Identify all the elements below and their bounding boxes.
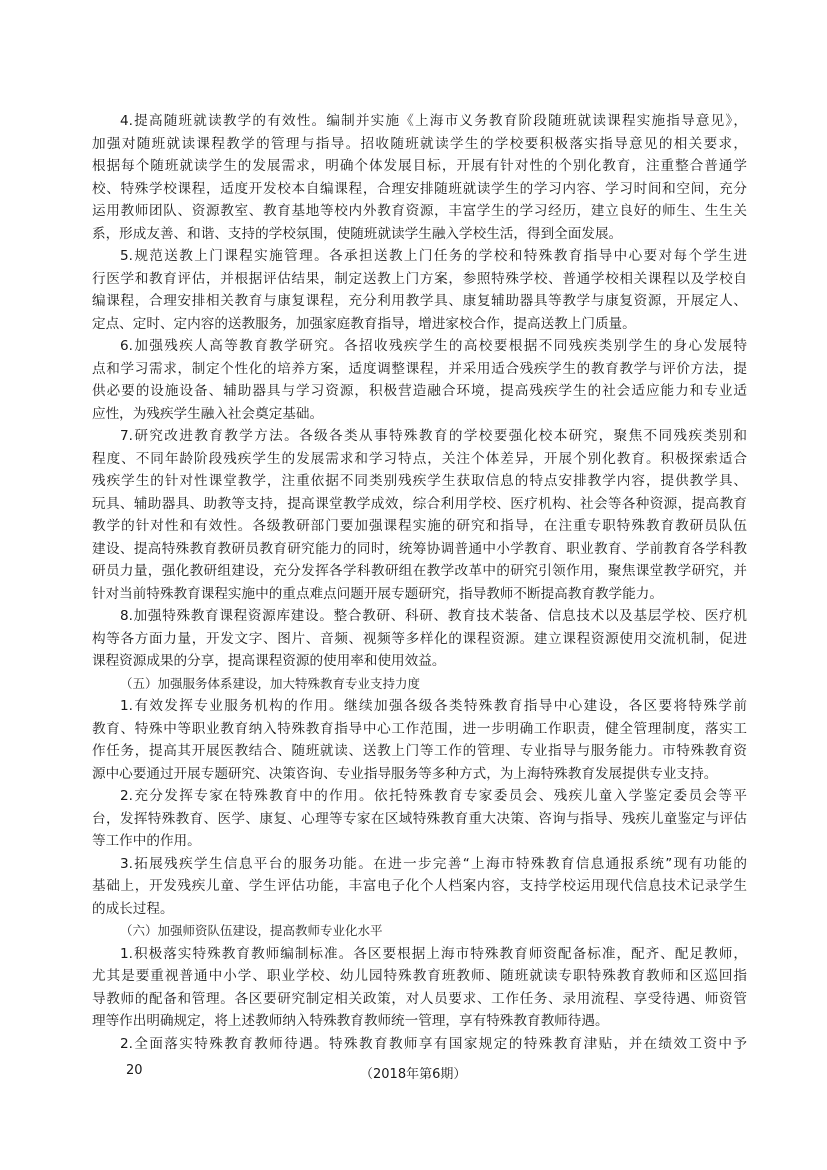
paragraph bbox=[92, 605, 747, 673]
text-line: 2.充分发挥专家在特殊教育中的作用。依托特殊教育专家委员会、残疾儿童入学鉴定委员会等平 bbox=[120, 788, 747, 804]
text-line: 研员力量，强化教研组建设，充分发挥各学科教研组在教学改革中的研究引领作用，聚焦课堂教学研究，并 bbox=[92, 563, 747, 579]
text-line: 1.积极落实特殊教育教师编制标准。各区要根据上海市特殊教育师资配备标准，配齐、配足教师， bbox=[120, 945, 747, 962]
text-line: 5.规范送教上门课程实施管理。各承担送教上门任务的学校和特殊教育指导中心要对每个学生进 bbox=[120, 248, 747, 264]
text-line: 加强对随班就读课程教学的管理与指导。招收随班就读学生的学校要积极落实指导意见的相关要求， bbox=[92, 135, 747, 152]
text-line: 课程资源成果的分享，提高课程资源的使用率和使用效益。 bbox=[92, 653, 446, 669]
text-line: 7.研究改进教育教学方法。各级各类从事特殊教育的学校要强化校本研究，聚焦不同残疾类别和 bbox=[120, 428, 747, 444]
text-line: 4.提高随班就读教学的有效性。编制并实施《上海市义务教育阶段随班就读课程实施指导意见》， bbox=[120, 113, 747, 129]
paragraph bbox=[92, 853, 747, 921]
text-line: 1.有效发挥专业服务机构的作用。继续加强各级各类特殊教育指导中心建设，各区要将特殊学前 bbox=[120, 698, 747, 714]
text-line: 建设、提高特殊教育教研员教育研究能力的同时，统筹协调普通中小学教育、职业教育、学前教育各学科教 bbox=[92, 540, 747, 557]
text-line: 运用教师团队、资源教室、教育基地等校内外教育资源，丰富学生的学习经历，建立良好的师生、生生关 bbox=[92, 203, 747, 219]
text-line: 作任务，提高其开展医教结合、随班就读、送教上门等工作的管理、专业指导与服务能力。市特殊教育资 bbox=[92, 743, 747, 759]
text-line: 6.加强残疾人高等教育教学研究。各招收残疾学生的高校要根据不同残疾类别学生的身心发展特 bbox=[120, 338, 747, 354]
text-line: 编课程，合理安排相关教育与康复课程，充分利用教学具、康复辅助器具等教学与康复资源，开展定人、 bbox=[92, 293, 747, 309]
text-line: 供必要的设施设备、辅助器具与学习资源，积极营造融合环境，提高残疾学生的社会适应能力和专业适 bbox=[92, 383, 747, 399]
document-body bbox=[92, 110, 747, 1055]
text-line: 基础上，开发残疾儿童、学生评估功能，丰富电子化个人档案内容，支持学校运用现代信息技术记录学生 bbox=[92, 878, 747, 894]
text-line: 的成长过程。 bbox=[92, 900, 174, 917]
section-heading: （五）加强服务体系建设，加大特殊教育专业支持力度 bbox=[120, 675, 421, 691]
issue-label: （2018年第6期） bbox=[360, 1067, 467, 1082]
text-line: 程度、不同年龄阶段残疾学生的发展需求和学习特点，关注个体差异，开展个别化教育。积极探索适合 bbox=[92, 450, 747, 467]
text-line: 残疾学生的针对性课堂教学，注重依据不同类别残疾学生获取信息的特点安排教学内容，提供教学具、 bbox=[92, 473, 747, 489]
paragraph bbox=[92, 785, 747, 853]
paragraph bbox=[92, 110, 747, 245]
text-line: 应性，为残疾学生融入社会奠定基础。 bbox=[92, 405, 324, 422]
text-line: 台，发挥特殊教育、医学、康复、心理等专家在区域特殊教育重大决策、咨询与指导、残疾儿童鉴定与评估 bbox=[92, 810, 747, 827]
text-line: 构等各方面力量，开发文字、图片、音频、视频等多样化的课程资源。建立课程资源使用交流机制，促进 bbox=[92, 630, 747, 647]
text-line: 8.加强特殊教育课程资源库建设。整合教研、科研、教育技术装备、信息技术以及基层学校、医疗机 bbox=[120, 608, 747, 624]
text-line: 点和学习需求，制定个性化的培养方案，适度调整课程，并采用适合残疾学生的教育教学与评价方法，提 bbox=[92, 360, 747, 377]
page-number: 20 bbox=[126, 1063, 143, 1078]
text-line: 针对当前特殊教育课程实施中的重点难点问题开展专题研究，指导教师不断提高教育教学能力。 bbox=[92, 585, 663, 602]
paragraph bbox=[92, 245, 747, 335]
text-line: 3.拓展残疾学生信息平台的服务功能。在进一步完善“上海市特殊教育信息通报系统”现有功能的 bbox=[120, 855, 747, 872]
paragraph bbox=[92, 695, 747, 785]
paragraph bbox=[92, 335, 747, 425]
text-line: 教学的针对性和有效性。各级教研部门要加强课程实施的研究和指导，在注重专职特殊教育教研员队伍 bbox=[92, 518, 747, 534]
paragraph bbox=[92, 943, 747, 1033]
text-line: 定点、定时、定内容的送教服务，加强家庭教育指导，增进家校合作，提高送教上门质量。 bbox=[92, 315, 636, 332]
text-line: 尤其是要重视普通中小学、职业学校、幼儿园特殊教育班教师、随班就读专职特殊教育教师和区巡回指 bbox=[92, 968, 747, 984]
text-line: 校、特殊学校课程，适度开发校本自编课程，合理安排随班就读学生的学习内容、学习时间和空间，充分 bbox=[92, 180, 747, 197]
text-line: 系，形成友善、和谐、支持的学校氛围，使随班就读学生融入学校生活，得到全面发展。 bbox=[92, 225, 623, 242]
paragraph bbox=[92, 425, 747, 605]
text-line: 导教师的配备和管理。各区要研究制定相关政策，对人员要求、工作任务、录用流程、享受待遇、师资管 bbox=[92, 990, 747, 1007]
text-line: 行医学和教育评估，并根据评估结果，制定送教上门方案，参照特殊学校、普通学校相关课程以及学校自 bbox=[92, 270, 747, 287]
paragraph bbox=[92, 1033, 747, 1056]
section-heading: （六）加强师资队伍建设，提高教师专业化水平 bbox=[120, 923, 383, 938]
text-line: 根据每个随班就读学生的发展需求，明确个体发展目标，开展有针对性的个别化教育，注重整合普通学 bbox=[92, 158, 747, 174]
text-line: 等工作中的作用。 bbox=[92, 833, 201, 849]
text-line: 源中心要通过开展专题研究、决策咨询、专业指导服务等多种方式，为上海特殊教育发展提供专业支持。 bbox=[92, 765, 718, 782]
text-line: 理等作出明确规定，将上述教师纳入特殊教育教师统一管理，享有特殊教育教师待遇。 bbox=[92, 1013, 609, 1029]
text-line: 玩具、辅助器具、助教等支持，提高课堂教学成效，综合利用学校、医疗机构、社会等各种资源，提高教育 bbox=[92, 495, 747, 512]
text-line: 2.全面落实特殊教育教师待遇。特殊教育教师享有国家规定的特殊教育津贴，并在绩效工资中予 bbox=[120, 1035, 747, 1052]
text-line: 教育、特殊中等职业教育纳入特殊教育指导中心工作范围，进一步明确工作职责，健全管理制度，落实工 bbox=[92, 720, 747, 737]
